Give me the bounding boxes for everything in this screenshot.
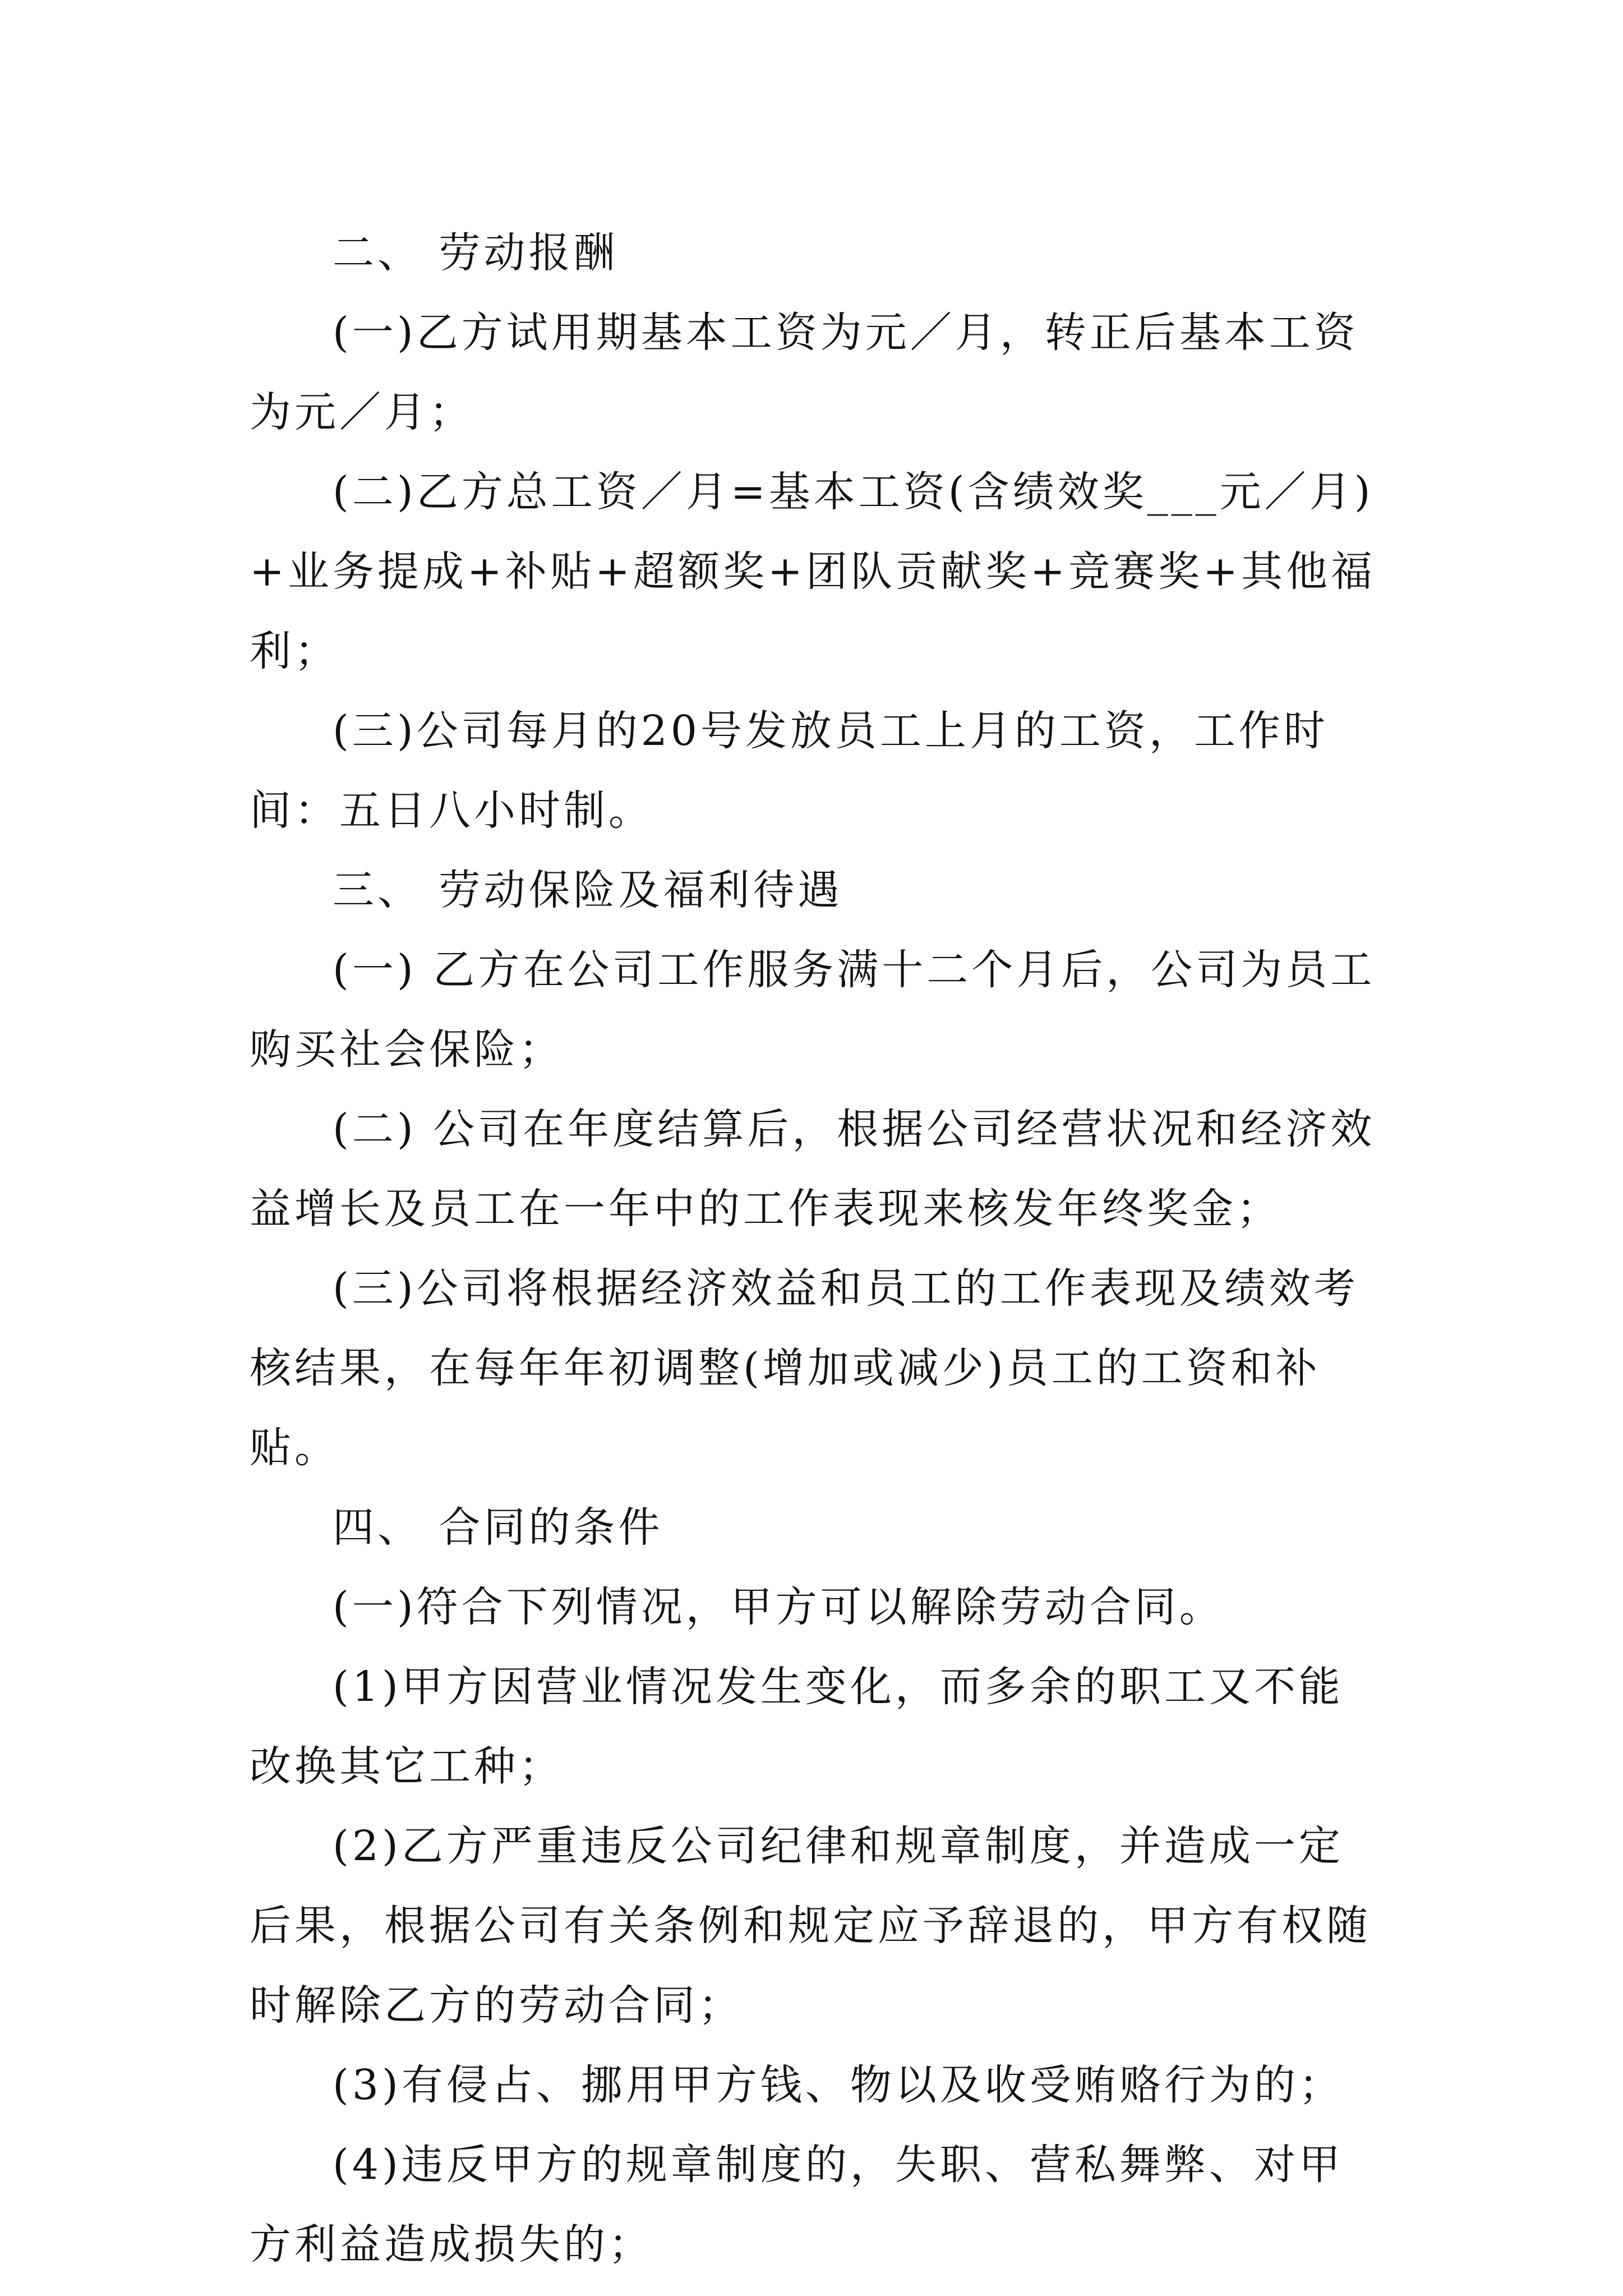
section-heading-4: 四、 合同的条件	[333, 1503, 663, 1552]
paragraph-salary-1: (一)乙方试用期基本工资为元／月，转正后基本工资为元／月；	[250, 309, 1359, 436]
paragraph-conditions-1: (一)符合下列情况，甲方可以解除劳动合同。	[333, 1583, 1224, 1631]
paragraph-condition-item-2: (2)乙方严重违反公司纪律和规章制度，并造成一定后果，根据公司有关条例和规定应予辞退的，甲方有权随时解除乙方的劳动合同；	[250, 1822, 1371, 2030]
paragraph-salary-2: (二)乙方总工资／月=基本工资(含绩效奖___元／月)+业务提成+补贴+超额奖+团队贡献奖+竞赛奖+其他福利；	[250, 468, 1376, 675]
paragraph-condition-item-3: (3)有侵占、挪用甲方钱、物以及收受贿赂行为的；	[333, 2061, 1344, 2109]
document-body	[250, 213, 1382, 2284]
section-heading-2: 二、 劳动报酬	[333, 229, 619, 277]
paragraph-insurance-1: (一) 乙方在公司工作服务满十二个月后，公司为员工购买社会保险；	[250, 946, 1376, 1074]
paragraph-insurance-3: (三)公司将根据经济效益和员工的工作表现及绩效考核结果，在每年年初调整(增加或减少)员工的工资和补贴。	[250, 1264, 1359, 1472]
section-heading-3: 三、 劳动保险及福利待遇	[333, 866, 843, 914]
paragraph-insurance-2: (二) 公司在年度结算后，根据公司经营状况和经济效益增长及员工在一年中的工作表现来核发年终奖金；	[250, 1105, 1376, 1233]
paragraph-condition-item-4: (4)违反甲方的规章制度的，失职、营私舞弊、对甲方利益造成损失的；	[250, 2141, 1344, 2269]
paragraph-condition-item-1: (1)甲方因营业情况发生变化，而多余的职工又不能改换其它工种；	[250, 1663, 1344, 1791]
paragraph-salary-3: (三)公司每月的20号发放员工上月的工资，工作时间：五日八小时制。	[250, 707, 1329, 835]
